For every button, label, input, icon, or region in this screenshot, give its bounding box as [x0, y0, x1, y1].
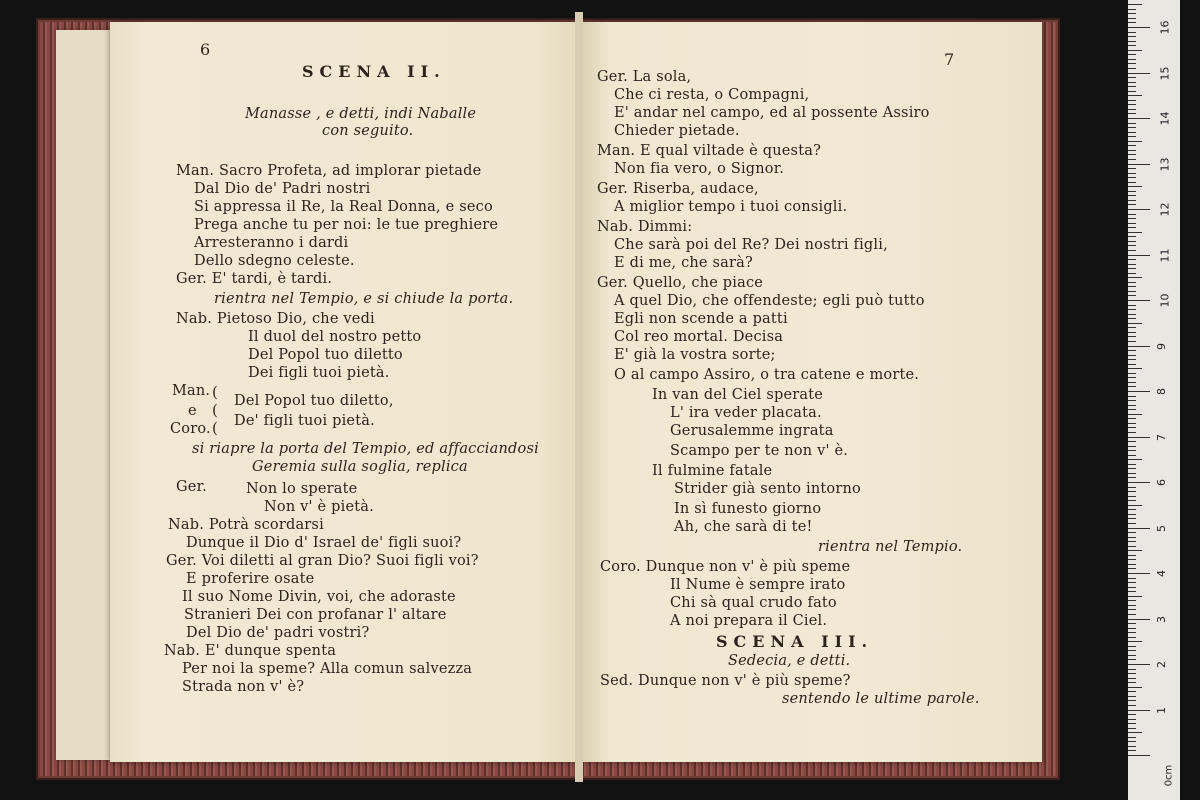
text-line: Per noi la speme? Alla comun salvezza: [182, 661, 473, 677]
ruler-tick: [1128, 741, 1136, 742]
text-line: Che sarà poi del Re? Dei nostri figli,: [614, 237, 888, 253]
ruler-tick: [1128, 537, 1136, 538]
ruler-tick: [1128, 414, 1142, 415]
text-line: Stranieri Dei con profanar l' altare: [184, 607, 447, 623]
ruler-tick: [1128, 719, 1136, 720]
ruler-tick: [1128, 614, 1136, 615]
ruler-tick: [1128, 300, 1150, 301]
ruler-tick: [1128, 655, 1136, 656]
ruler-tick: [1128, 191, 1136, 192]
text-line: con seguito.: [322, 123, 414, 139]
ruler-number: 6: [1155, 479, 1168, 486]
text-line: Nab. E' dunque spenta: [164, 643, 337, 659]
brace-2: (: [212, 401, 218, 419]
ruler-tick: [1128, 682, 1136, 683]
ruler-tick: [1128, 664, 1150, 665]
ruler-tick: [1128, 423, 1136, 424]
ruler-tick: [1128, 568, 1136, 569]
ruler-number: 5: [1155, 524, 1168, 532]
ruler-tick: [1128, 641, 1142, 642]
ruler-tick: [1128, 632, 1136, 633]
text-line: Non v' è pietà.: [264, 499, 374, 515]
ruler-tick: [1128, 136, 1136, 137]
ruler-tick: [1128, 518, 1136, 519]
text-line: Manasse , e detti, indi Naballe: [245, 106, 477, 122]
ruler-number: 3: [1155, 615, 1168, 623]
ruler-number: 9: [1155, 342, 1168, 350]
ruler-tick: [1128, 477, 1136, 478]
ruler-unit-label: 0cm: [1163, 764, 1175, 787]
ruler-tick: [1128, 264, 1136, 265]
text-line: Il suo Nome Divin, voi, che adoraste: [182, 589, 456, 605]
text-line: si riapre la porta del Tempio, ed affacciandosi: [192, 441, 539, 457]
ruler-tick: [1128, 505, 1142, 506]
ruler-tick: [1128, 405, 1136, 406]
ruler-tick: [1128, 678, 1136, 679]
ruler-number: 11: [1158, 248, 1172, 262]
ruler-tick: [1128, 637, 1136, 638]
ruler-tick: [1128, 705, 1136, 706]
ruler-tick: [1128, 523, 1136, 524]
ruler-tick: [1128, 13, 1136, 14]
ruler-tick: [1128, 541, 1136, 542]
ruler-tick: [1128, 305, 1136, 306]
ruler-tick: [1128, 400, 1136, 401]
text-line: Gerusalemme ingrata: [670, 423, 834, 439]
ruler-tick: [1128, 59, 1136, 60]
text-line: Chi sà qual crudo fato: [670, 595, 837, 611]
ruler-tick: [1128, 250, 1136, 251]
ruler-tick: [1128, 145, 1136, 146]
ruler-tick: [1128, 291, 1136, 292]
ruler-tick: [1128, 559, 1136, 560]
ruler-tick: [1128, 750, 1136, 751]
ruler-tick: [1128, 487, 1136, 488]
ruler-tick: [1128, 259, 1136, 260]
text-line: Il duol del nostro petto: [248, 329, 422, 345]
ruler-tick: [1128, 68, 1136, 69]
ruler-tick: [1128, 532, 1136, 533]
ruler-tick: [1128, 323, 1142, 324]
ruler-number: 12: [1158, 202, 1172, 217]
text-line: Egli non scende a patti: [614, 311, 788, 327]
ruler-tick: [1128, 209, 1150, 210]
ruler-tick: [1128, 605, 1136, 606]
ruler-tick: [1128, 309, 1136, 310]
ruler-tick: [1128, 123, 1136, 124]
text-line: Si appressa il Re, la Real Donna, e seco: [194, 199, 493, 215]
ruler-number: 4: [1155, 570, 1168, 577]
ruler-tick: [1128, 32, 1136, 33]
ruler-tick: [1128, 173, 1136, 174]
text-line: E proferire osate: [186, 571, 315, 587]
ruler-tick: [1128, 468, 1136, 469]
ruler-tick: [1128, 514, 1136, 515]
text-line: A miglior tempo i tuoi consigli.: [614, 199, 848, 215]
ruler-tick: [1128, 154, 1136, 155]
text-line: Ger. E' tardi, è tardi.: [176, 271, 333, 287]
book-gutter: [575, 12, 583, 782]
ruler-tick: [1128, 9, 1136, 10]
ruler-tick: [1128, 696, 1136, 697]
text-line: Dello sdegno celeste.: [194, 253, 355, 269]
ruler-tick: [1128, 41, 1136, 42]
text-line: sentendo le ultime parole.: [782, 691, 980, 707]
ruler-tick: [1128, 573, 1150, 574]
ruler-tick: [1128, 364, 1136, 365]
measurement-ruler: [1128, 0, 1180, 800]
ruler-tick: [1128, 714, 1136, 715]
ruler-tick: [1128, 236, 1136, 237]
ruler-tick: [1128, 482, 1150, 483]
ruler-tick: [1128, 54, 1136, 55]
ruler-tick: [1128, 437, 1150, 438]
ruler-tick: [1128, 314, 1136, 315]
text-line: rientra nel Tempio, e si chiude la porta.: [214, 291, 514, 307]
ruler-tick: [1128, 341, 1136, 342]
ruler-tick: [1128, 336, 1136, 337]
ruler-tick: [1128, 564, 1136, 565]
ruler-tick: [1128, 591, 1136, 592]
ruler-tick: [1128, 723, 1136, 724]
ruler-tick: [1128, 377, 1136, 378]
ruler-tick: [1128, 273, 1136, 274]
ruler-tick: [1128, 673, 1136, 674]
ruler-tick: [1128, 659, 1136, 660]
text-line: Sedecia, e detti.: [728, 653, 851, 669]
ruler-tick: [1128, 500, 1136, 501]
text-line: E' già la vostra sorte;: [614, 347, 776, 363]
right-page-number: 7: [944, 50, 955, 69]
text-line: Chieder pietade.: [614, 123, 740, 139]
ruler-tick: [1128, 4, 1142, 5]
ruler-tick: [1128, 195, 1136, 196]
text-line: Prega anche tu per noi: le tue preghiere: [194, 217, 499, 233]
ruler-tick: [1128, 691, 1136, 692]
text-line: Nab. Dimmi:: [597, 219, 693, 235]
text-line: Ah, che sarà di te!: [674, 519, 813, 535]
text-line: Ger.: [176, 479, 207, 495]
ruler-tick: [1128, 141, 1142, 142]
text-line: Nab. Pietoso Dio, che vedi: [176, 311, 375, 327]
ruler-tick: [1128, 464, 1136, 465]
text-line: Dei figli tuoi pietà.: [248, 365, 390, 381]
text-line: Col reo mortal. Decisa: [614, 329, 784, 345]
text-line: Geremia sulla soglia, replica: [252, 459, 468, 475]
ruler-tick: [1128, 346, 1150, 347]
ruler-tick: [1128, 45, 1136, 46]
ruler-tick: [1128, 528, 1150, 529]
ruler-tick: [1128, 386, 1136, 387]
ruler-tick: [1128, 755, 1150, 756]
ruler-tick: [1128, 241, 1136, 242]
ruler-tick: [1128, 623, 1136, 624]
ruler-tick: [1128, 382, 1136, 383]
text-line: Ger. Riserba, audace,: [597, 181, 759, 197]
brace-1: (: [212, 383, 218, 401]
text-line: Che ci resta, o Compagni,: [614, 87, 810, 103]
text-line: Non fia vero, o Signor.: [614, 161, 785, 177]
ruler-tick: [1128, 177, 1136, 178]
text-line: Scampo per te non v' è.: [670, 443, 849, 459]
underlying-pages: [56, 30, 116, 760]
ruler-tick: [1128, 132, 1136, 133]
text-line: Man. Sacro Profeta, ad implorar pietade: [176, 163, 482, 179]
ruler-tick: [1128, 104, 1136, 105]
ruler-tick: [1128, 223, 1136, 224]
ruler-tick: [1128, 737, 1136, 738]
ruler-tick: [1128, 732, 1142, 733]
ruler-tick: [1128, 619, 1150, 620]
ruler-tick: [1128, 396, 1136, 397]
text-line: In sì funesto giorno: [674, 501, 822, 517]
ruler-tick: [1128, 446, 1136, 447]
ruler-tick: [1128, 277, 1142, 278]
ruler-tick: [1128, 746, 1136, 747]
ruler-tick: [1128, 100, 1136, 101]
ruler-number: 13: [1158, 157, 1172, 171]
ruler-tick: [1128, 214, 1136, 215]
ruler-tick: [1128, 332, 1136, 333]
ruler-tick: [1128, 359, 1136, 360]
ruler-tick: [1128, 600, 1136, 601]
ruler-tick: [1128, 432, 1136, 433]
ruler-tick: [1128, 355, 1136, 356]
ruler-tick: [1128, 159, 1136, 160]
ruler-tick: [1128, 646, 1136, 647]
ruler-tick: [1128, 441, 1136, 442]
ruler-tick: [1128, 368, 1142, 369]
text-line: Arresteranno i dardi: [194, 235, 349, 251]
ruler-tick: [1128, 245, 1136, 246]
ruler-number: 14: [1158, 111, 1172, 126]
ruler-tick: [1128, 546, 1136, 547]
ruler-tick: [1128, 728, 1136, 729]
ruler-tick: [1128, 232, 1142, 233]
ruler-tick: [1128, 182, 1136, 183]
text-line: In van del Ciel sperate: [652, 387, 824, 403]
text-line: O al campo Assiro, o tra catene e morte.: [614, 367, 920, 383]
text-line: Coro. Dunque non v' è più speme: [600, 559, 851, 575]
ruler-tick: [1128, 63, 1136, 64]
scene-title: SCENA III.: [716, 632, 874, 651]
ruler-tick: [1128, 109, 1136, 110]
ruler-number: 7: [1155, 433, 1168, 441]
ruler-tick: [1128, 391, 1150, 392]
text-line: Dal Dio de' Padri nostri: [194, 181, 371, 197]
text-line: L' ira veder placata.: [670, 405, 822, 421]
ruler-tick: [1128, 710, 1150, 711]
text-line: Del Dio de' padri vostri?: [186, 625, 370, 641]
text-line: e: [188, 403, 197, 419]
text-line: Man. E qual viltade è questa?: [597, 143, 822, 159]
ruler-tick: [1128, 218, 1136, 219]
ruler-number: 2: [1155, 661, 1168, 668]
ruler-tick: [1128, 669, 1136, 670]
text-line: Il fulmine fatale: [652, 463, 773, 479]
ruler-tick: [1128, 687, 1142, 688]
ruler-tick: [1128, 455, 1136, 456]
ruler-tick: [1128, 373, 1136, 374]
ruler-tick: [1128, 596, 1142, 597]
ruler-tick: [1128, 578, 1136, 579]
text-line: Ger. Quello, che piace: [597, 275, 764, 291]
ruler-tick: [1128, 255, 1150, 256]
text-line: Non lo sperate: [246, 481, 358, 497]
ruler-tick: [1128, 73, 1150, 74]
ruler-number: 10: [1158, 293, 1172, 308]
ruler-tick: [1128, 77, 1136, 78]
ruler-tick: [1128, 150, 1136, 151]
ruler-tick: [1128, 628, 1136, 629]
text-line: Ger. La sola,: [597, 69, 692, 85]
ruler-tick: [1128, 650, 1136, 651]
left-page-number: 6: [200, 40, 211, 59]
ruler-number: 16: [1158, 20, 1172, 35]
ruler-tick: [1128, 204, 1136, 205]
scene-title: SCENA II.: [302, 62, 446, 81]
text-line: A noi prepara il Ciel.: [670, 613, 828, 629]
text-line: A quel Dio, che offendeste; egli può tutto: [614, 293, 925, 309]
ruler-tick: [1128, 450, 1136, 451]
text-line: De' figli tuoi pietà.: [234, 413, 375, 429]
ruler-tick: [1128, 113, 1136, 114]
ruler-tick: [1128, 18, 1136, 19]
text-line: Nab. Potrà scordarsi: [168, 517, 324, 533]
text-line: Dunque il Dio d' Israel de' figli suoi?: [186, 535, 462, 551]
text-line: rientra nel Tempio.: [818, 539, 963, 555]
ruler-tick: [1128, 127, 1136, 128]
brace-3: (: [212, 419, 218, 437]
ruler-tick: [1128, 459, 1142, 460]
ruler-tick: [1128, 350, 1136, 351]
ruler-tick: [1128, 550, 1142, 551]
ruler-tick: [1128, 587, 1136, 588]
text-line: Man.: [172, 383, 211, 399]
ruler-tick: [1128, 282, 1136, 283]
ruler-tick: [1128, 268, 1136, 269]
text-line: Coro.: [170, 421, 211, 437]
ruler-tick: [1128, 82, 1136, 83]
ruler-tick: [1128, 27, 1150, 28]
ruler-tick: [1128, 409, 1136, 410]
text-line: Sed. Dunque non v' è più speme?: [600, 673, 851, 689]
ruler-tick: [1128, 168, 1136, 169]
text-line: Strider già sento intorno: [674, 481, 861, 497]
ruler-number: 8: [1155, 388, 1168, 395]
ruler-number: 1: [1155, 706, 1168, 714]
ruler-tick: [1128, 473, 1136, 474]
text-line: Del Popol tuo diletto,: [234, 393, 394, 409]
ruler-tick: [1128, 700, 1136, 701]
ruler-tick: [1128, 186, 1142, 187]
ruler-tick: [1128, 86, 1136, 87]
text-line: Strada non v' è?: [182, 679, 305, 695]
ruler-tick: [1128, 582, 1136, 583]
text-line: Ger. Voi diletti al gran Dio? Suoi figli voi?: [166, 553, 479, 569]
ruler-tick: [1128, 418, 1136, 419]
text-line: E di me, che sarà?: [614, 255, 753, 271]
ruler-tick: [1128, 95, 1142, 96]
text-line: Il Nume è sempre irato: [670, 577, 846, 593]
ruler-tick: [1128, 555, 1136, 556]
ruler-tick: [1128, 22, 1136, 23]
ruler-tick: [1128, 50, 1142, 51]
ruler-tick: [1128, 227, 1136, 228]
ruler-tick: [1128, 427, 1136, 428]
ruler-tick: [1128, 118, 1150, 119]
ruler-tick: [1128, 491, 1136, 492]
ruler-tick: [1128, 609, 1136, 610]
ruler-number: 15: [1158, 66, 1172, 80]
ruler-tick: [1128, 200, 1136, 201]
ruler-tick: [1128, 164, 1150, 165]
ruler-tick: [1128, 36, 1136, 37]
ruler-tick: [1128, 496, 1136, 497]
text-line: E' andar nel campo, ed al possente Assiro: [614, 105, 930, 121]
text-line: Del Popol tuo diletto: [248, 347, 403, 363]
ruler-tick: [1128, 91, 1136, 92]
ruler-tick: [1128, 318, 1136, 319]
ruler-tick: [1128, 327, 1136, 328]
ruler-tick: [1128, 286, 1136, 287]
ruler-tick: [1128, 509, 1136, 510]
ruler-tick: [1128, 295, 1136, 296]
